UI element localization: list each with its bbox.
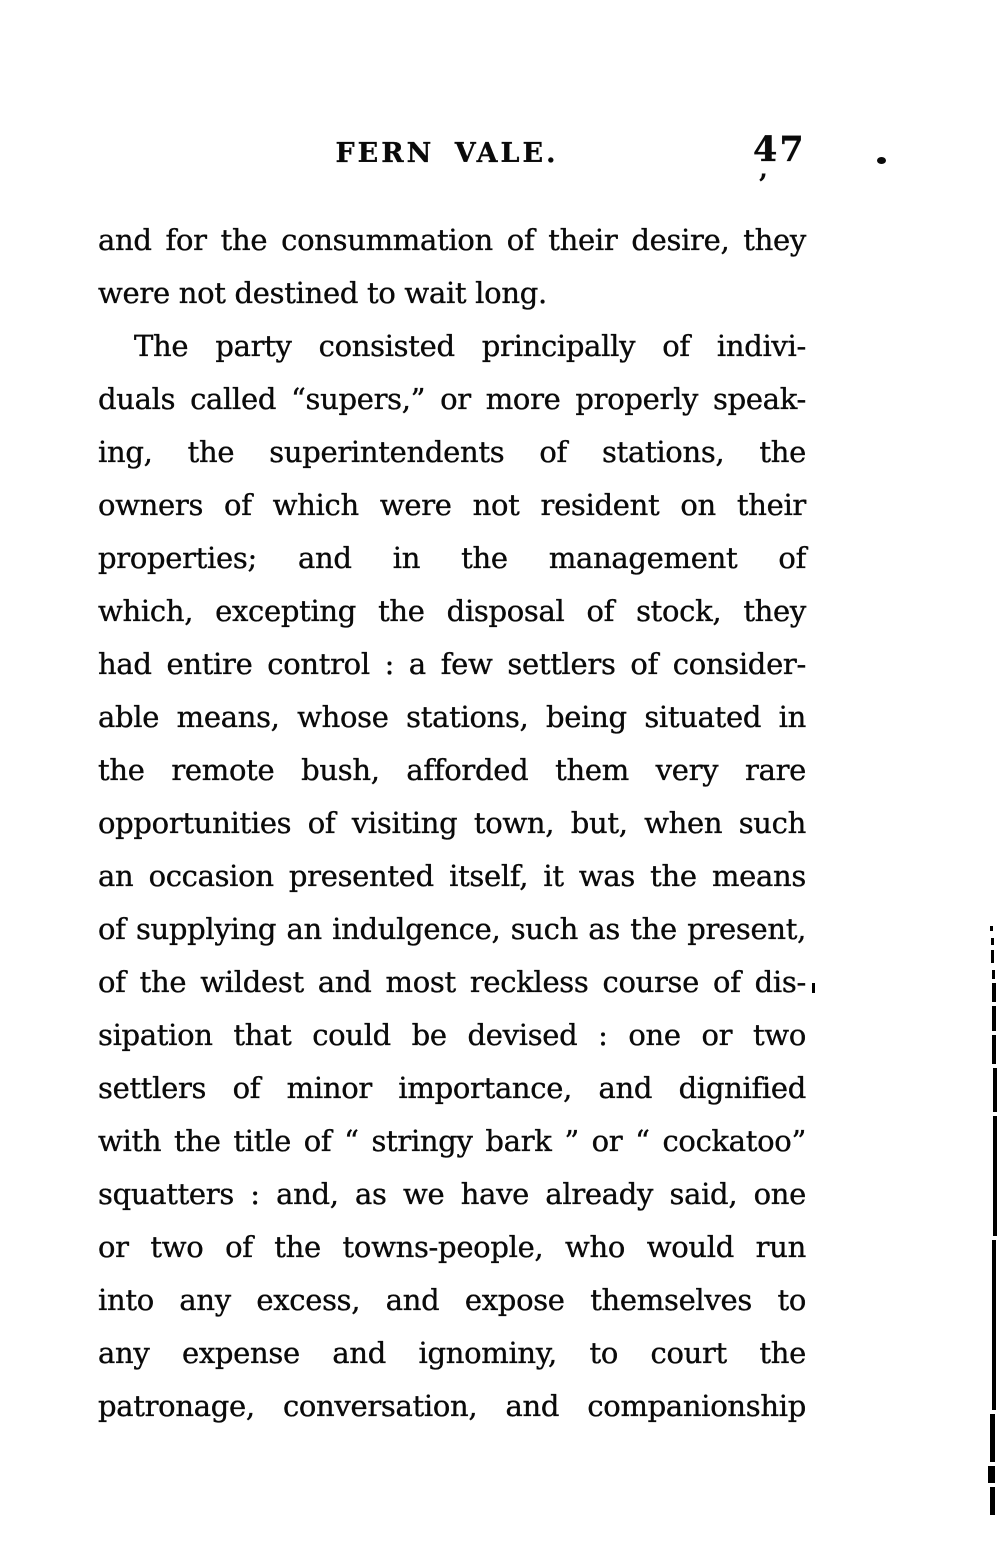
body-text — [98, 214, 806, 1433]
text-line: or two of the towns-people, who would run — [98, 1230, 806, 1264]
text-line: with the title of “ stringy bark ” or “ cockatoo” — [98, 1124, 806, 1158]
margin-line-segment — [992, 1035, 996, 1064]
text-line: of the wildest and most reckless course of dis- — [98, 965, 806, 999]
stray-period-mark — [877, 157, 886, 164]
stray-comma-mark: ’ — [758, 168, 768, 201]
running-title: FERN VALE. — [335, 138, 559, 169]
margin-line-segment — [990, 1414, 995, 1462]
text-line: any expense and ignominy, to court the — [98, 1336, 806, 1370]
margin-line-segment — [991, 950, 994, 963]
margin-line-segment — [991, 938, 994, 945]
margin-line-segment — [992, 1240, 996, 1410]
text-line: were not destined to wait long. — [98, 276, 547, 310]
text-line: an occasion presented itself, it was the means — [98, 859, 806, 893]
text-line: which, excepting the disposal of stock, they — [98, 594, 806, 628]
text-line: able means, whose stations, being situated in — [98, 700, 806, 734]
text-line: the remote bush, afforded them very rare — [98, 753, 806, 787]
margin-line-segment — [993, 1068, 997, 1112]
margin-line-segment — [988, 1466, 995, 1483]
margin-line-segment — [992, 970, 995, 979]
margin-line-segment — [992, 1006, 996, 1031]
text-line: patronage, conversation, and companionship — [98, 1389, 806, 1423]
text-line: properties; and in the management of — [98, 541, 806, 575]
text-line: into any excess, and expose themselves to — [98, 1283, 806, 1317]
text-line: squatters : and, as we have already said, one — [98, 1177, 806, 1211]
text-line: owners of which were not resident on their — [98, 488, 806, 522]
text-line: and for the consummation of their desire, they — [98, 223, 806, 257]
text-line: settlers of minor importance, and dignified — [98, 1071, 806, 1105]
text-line: of supplying an indulgence, such as the present, — [98, 912, 806, 946]
ink-spot — [812, 983, 815, 993]
text-line: had entire control : a few settlers of consider- — [98, 647, 806, 681]
text-line: duals called “supers,” or more properly speak- — [98, 382, 806, 416]
margin-line-segment — [990, 1487, 995, 1515]
margin-line-segment — [993, 1116, 997, 1236]
page-number: 47 — [753, 129, 806, 170]
margin-line-segment — [992, 983, 996, 1002]
text-line: sipation that could be devised : one or two — [98, 1018, 806, 1052]
text-line: ing, the superintendents of stations, the — [98, 435, 806, 469]
text-line: opportunities of visiting town, but, when such — [98, 806, 806, 840]
margin-line-segment — [990, 926, 993, 931]
text-line: The party consisted principally of indivi- — [134, 329, 806, 363]
